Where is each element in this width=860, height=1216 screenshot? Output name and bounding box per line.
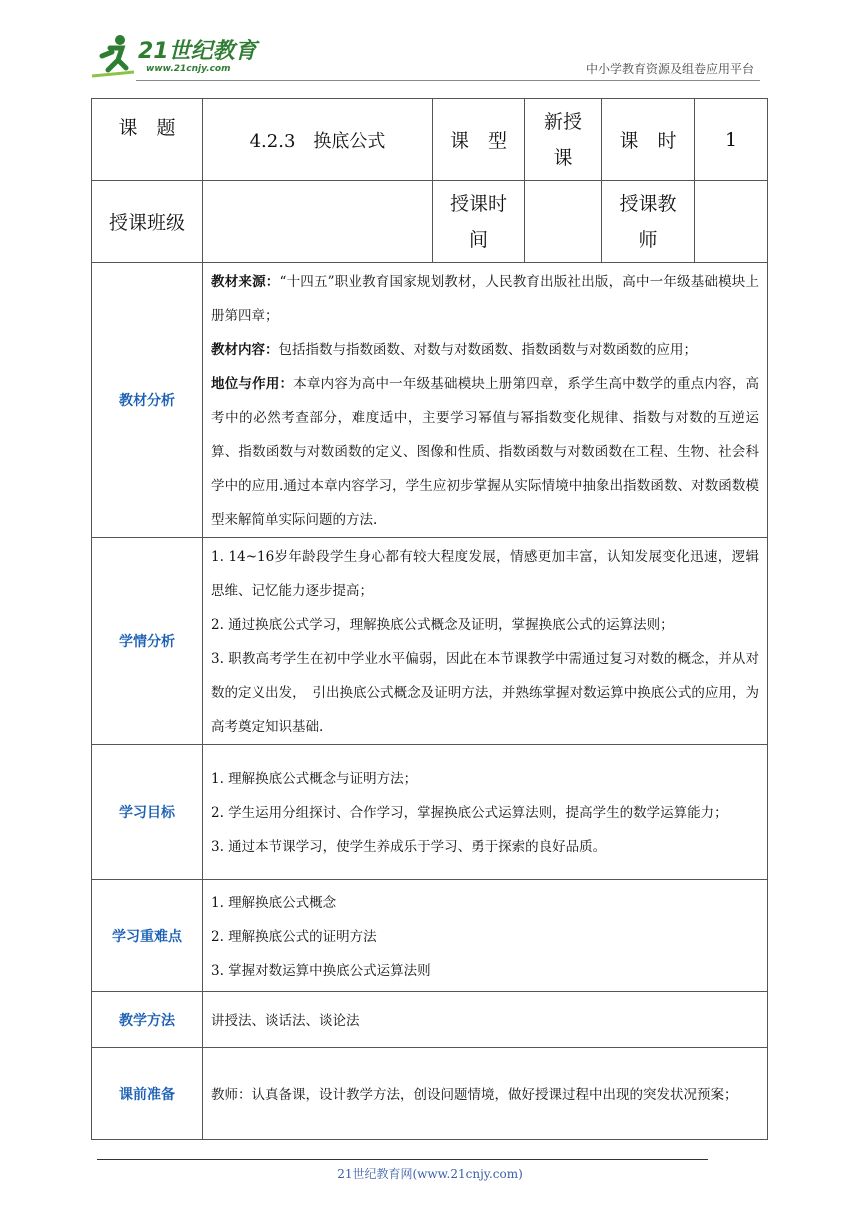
list-item: 3. 职教高考学生在初中学业水平偏弱，因此在本节课教学中需通过复习对数的概念，并从对数的定义出发， 引出换底公式概念及证明方法，并熟练掌握对数运算中换底公式的应用，为高考奠定知识基础. (211, 651, 759, 735)
topic-label: 课 题 (92, 99, 203, 181)
section-label-methods: 教学方法 (92, 992, 203, 1048)
material-analysis (203, 263, 768, 538)
logo-text: 21世纪教育 (138, 39, 257, 64)
section-label-students: 学情分析 (92, 538, 203, 745)
student-analysis (203, 538, 768, 745)
list-item: 2. 理解换底公式的证明方法 (211, 928, 377, 945)
role-label: 地位与作用： (211, 376, 294, 392)
source-label: 教材来源： (211, 274, 280, 290)
teaching-methods (203, 992, 768, 1048)
lesson-plan-table (91, 98, 768, 1140)
class-value (203, 181, 433, 263)
list-item: 1. 14~16岁年龄段学生身心都有较大程度发展，情感更加丰富，认知发展变化迅速，逻辑思维、记忆能力逐步提高； (211, 549, 759, 599)
section-label-goals: 学习目标 (92, 745, 203, 880)
table-row (92, 992, 768, 1048)
list-item: 2. 通过换底公式学习，理解换底公式概念及证明，掌握换底公式的运算法则； (211, 617, 674, 633)
teacher-value (695, 181, 768, 263)
learning-goals (203, 745, 768, 880)
period-value: 1 (695, 99, 768, 181)
table-row (92, 880, 768, 992)
header-divider (136, 80, 760, 81)
table-row (92, 263, 768, 538)
lesson-type-label: 课 型 (433, 99, 525, 181)
table-row (92, 1048, 768, 1140)
preparation-text: 教师：认真备课，设计教学方法，创设问题情境，做好授课过程中出现的突发状况预案； (211, 1086, 738, 1103)
time-label: 授课时间 (433, 181, 525, 263)
preparation (203, 1048, 768, 1140)
list-item: 3. 掌握对数运算中换底公式运算法则 (211, 962, 431, 979)
footer-divider (97, 1159, 708, 1160)
source-text: “十四五”职业教育国家规划教材，人民教育出版社出版，高中一年级基础模块上册第四章； (211, 274, 759, 324)
list-item: 1. 理解换底公式概念与证明方法； (211, 771, 418, 787)
logo (90, 34, 265, 80)
lesson-type-value: 新授课 (525, 99, 602, 181)
role-text: 本章内容为高中一年级基础模块上册第四章，系学生高中数学的重点内容，高考中的必然考查部分，难度适中，主要学习幂值与幂指数变化规律、指数与对数的互逆运算、指数函数与对数函数的定义、图像和性质、指数函数与对数函数在工程、生物、社会科学中的应用.通过本章内容学习，学生应初步掌握从实际情境中抽象出指数函数、对数函数模型来解简单实际问题的方法. (211, 376, 760, 528)
table-row (92, 538, 768, 745)
footer-text: 21世纪教育网(www.21cnjy.com) (337, 1167, 523, 1181)
content-label: 教材内容： (211, 342, 279, 358)
logo-url: www.21cnjy.com (146, 64, 231, 74)
section-label-material: 教材分析 (92, 263, 203, 538)
topic-value: 4.2.3 换底公式 (203, 99, 433, 181)
time-value (525, 181, 602, 263)
class-label: 授课班级 (92, 181, 203, 263)
key-difficult-points (203, 880, 768, 992)
period-label: 课 时 (602, 99, 695, 181)
table-row (92, 99, 768, 181)
section-label-preparation: 课前准备 (92, 1048, 203, 1140)
platform-name: 中小学教育资源及组卷应用平台 (585, 62, 754, 76)
list-item: 3. 通过本节课学习，使学生养成乐于学习、勇于探索的良好品质。 (211, 839, 607, 855)
list-item: 2. 学生运用分组探讨、合作学习，掌握换底公式运算法则，提高学生的数学运算能力； (211, 805, 728, 821)
page-header (90, 30, 760, 80)
content-text: 包括指数与指数函数、对数与对数函数、指数函数与对数函数的应用； (278, 342, 697, 358)
table-row (92, 181, 768, 263)
table-row (92, 745, 768, 880)
teacher-label: 授课教师 (602, 181, 695, 263)
runner-logo-icon (90, 34, 138, 80)
section-label-keypoints: 学习重难点 (92, 880, 203, 992)
methods-text: 讲授法、谈话法、谈论法 (211, 1012, 360, 1029)
list-item: 1. 理解换底公式概念 (211, 894, 337, 911)
